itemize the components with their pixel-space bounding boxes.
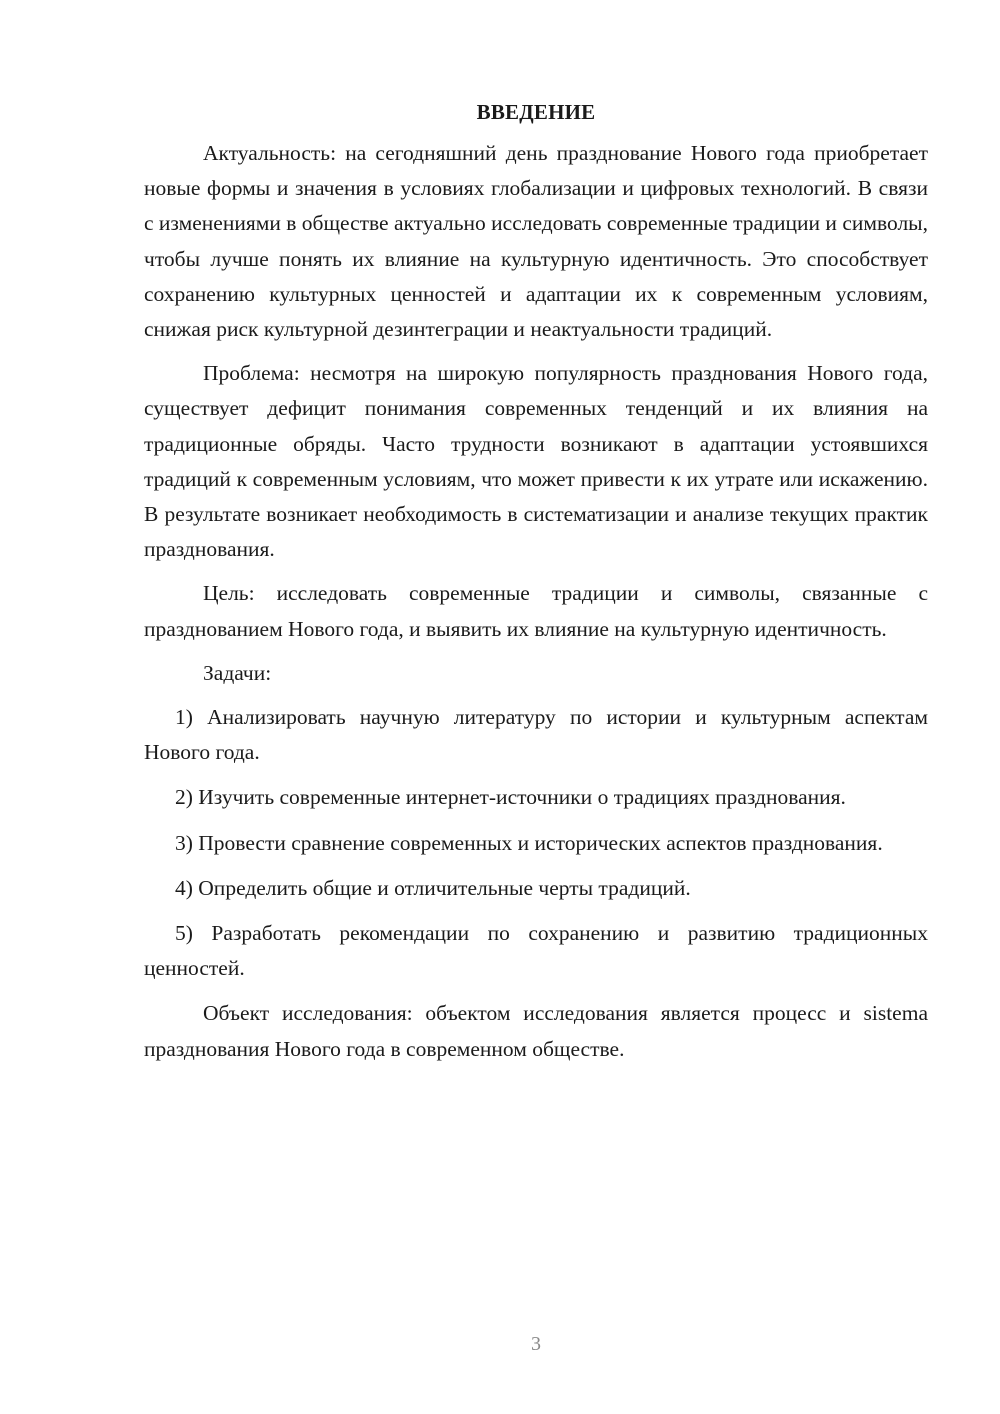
task-item: 1) Анализировать научную литературу по истории и культурным аспектам Нового года. [144, 705, 928, 765]
tasks-heading: Задачи: [203, 660, 272, 685]
relevance-paragraph: Актуальность: на сегодняшний день празднование Нового года приобретает новые формы и значения в условиях глобализации и цифровых технологий. В связи с изменениями в обществе актуально исследовать современные традиции и символы, чтобы лучше понять их влияние на культурную идентичность. Это способствует сохранению культурных ценностей и адаптации их к современным условиям, снижая риск культурной дезинтеграции и неактуальности традиций. [144, 141, 928, 342]
page-title: ВВЕДЕНИЕ [476, 100, 596, 124]
task-item: 2) Изучить современные интернет-источники о традициях празднования. [175, 785, 846, 810]
task-item: 4) Определить общие и отличительные черты традиций. [175, 875, 691, 900]
page-number: 3 [531, 1333, 541, 1355]
problem-paragraph: Проблема: несмотря на широкую популярность празднования Нового года, существует дефицит понимания современных тенденций и их влияния на традиционные обряды. Часто трудности возникают в адаптации устоявшихся традиций к современным условиям, что может привести к их утрате или искажению. В результате возникает необходимость в систематизации и анализе текущих практик празднования. [144, 361, 928, 562]
task-item: 5) Разработать рекомендации по сохранению и развитию традиционных ценностей. [144, 921, 928, 981]
goal-paragraph: Цель: исследовать современные традиции и символы, связанные с празднованием Нового года, и выявить их влияние на культурную идентичность. [144, 581, 928, 641]
task-item: 3) Провести сравнение современных и исторических аспектов празднования. [175, 830, 883, 855]
object-paragraph: Объект исследования: объектом исследования является процесс и sistema празднования Нового года в современном обществе. [144, 1001, 928, 1061]
document-page [144, 96, 928, 1076]
